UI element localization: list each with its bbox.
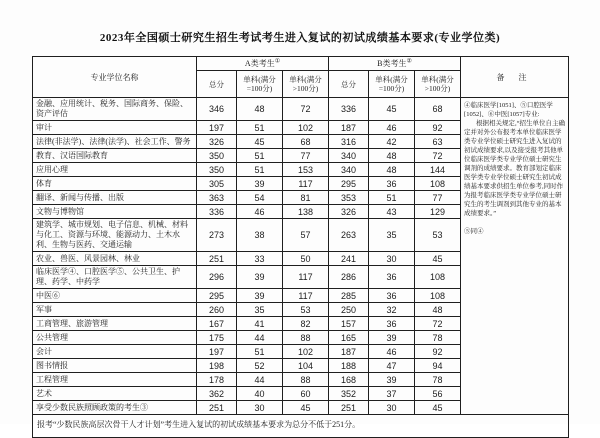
b-score-cell: 187 [329,345,369,359]
remark-paragraph: ⑤同④ [464,228,484,235]
a-score-cell: 273 [197,219,237,252]
header-remark: 备 注 [461,57,569,98]
degree-name-cell: 临床医学④、口腔医学⑤、公共卫生、护理、药学、中药学 [33,266,197,289]
b-score-cell: 353 [329,191,369,205]
b-score-cell: 42 [369,135,415,149]
footnote-mark-2: ② [406,58,412,65]
b-score-cell: 30 [369,401,415,415]
b-score-cell: 286 [329,266,369,289]
b-score-cell: 340 [329,163,369,177]
b-score-cell: 45 [415,252,461,266]
score-requirements-table [32,56,569,438]
a-score-cell: 51 [237,149,283,163]
degree-name-cell: 法律(非法学)、法律(法学)、社会工作、警务 [33,135,197,149]
degree-name-cell: 享受少数民族照顾政策的考生③ [33,401,197,415]
remark-paragraph: ④临床医学[1051]、⑤口腔医学[1052]、⑥中医[1057]专业: [464,102,553,118]
header-a-single-over100: 单科(满分 >100分) [283,71,329,98]
a-score-cell: 88 [283,331,329,345]
a-score-cell: 53 [283,303,329,317]
a-score-cell: 81 [283,191,329,205]
a-score-cell: 175 [197,331,237,345]
b-score-cell: 35 [369,219,415,252]
b-score-cell: 108 [415,177,461,191]
b-score-cell: 187 [329,121,369,135]
header-row-groups [33,57,569,71]
group-a-label: A类考生 [244,59,275,68]
a-score-cell: 102 [283,121,329,135]
b-score-cell: 46 [369,345,415,359]
a-score-cell: 38 [237,219,283,252]
b-score-cell: 51 [369,191,415,205]
b-score-cell: 45 [415,401,461,415]
a-score-cell: 350 [197,149,237,163]
a-score-cell: 39 [237,289,283,303]
a-score-cell: 88 [283,373,329,387]
a-score-cell: 260 [197,303,237,317]
b-score-cell: 72 [415,317,461,331]
table-row [33,98,569,121]
a-score-cell: 336 [197,205,237,219]
a-score-cell: 46 [237,205,283,219]
b-score-cell: 47 [369,359,415,373]
b-score-cell: 92 [415,345,461,359]
b-score-cell: 157 [329,317,369,331]
b-score-cell: 295 [329,177,369,191]
header-b-single-over100: 单科(满分 >100分) [415,71,461,98]
page-title: 2023年全国硕士研究生招生考试考生进入复试的初试成绩基本要求(专业学位类) [99,32,501,44]
a-score-cell: 45 [237,135,283,149]
minority-plan-footnote: 报考“少数民族高层次骨干人才计划”考生进入复试的初试成绩基本要求为总分不低于251分。 [33,415,569,438]
a-score-cell: 153 [283,163,329,177]
a-score-cell: 346 [197,98,237,121]
b-score-cell: 48 [369,149,415,163]
a-score-cell: 39 [237,266,283,289]
b-score-cell: 78 [415,373,461,387]
a-score-cell: 30 [237,401,283,415]
header-group-a [197,57,329,71]
a-score-cell: 39 [237,177,283,191]
b-score-cell: 48 [369,163,415,177]
a-score-cell: 68 [283,135,329,149]
header-group-b [329,57,461,71]
degree-name-cell: 应用心理 [33,163,197,177]
a-score-cell: 44 [237,373,283,387]
b-score-cell: 39 [369,373,415,387]
degree-name-cell: 艺术 [33,387,197,401]
a-score-cell: 33 [237,252,283,266]
header-b-total: 总分 [329,71,369,98]
b-score-cell: 78 [415,331,461,345]
b-score-cell: 92 [415,121,461,135]
a-score-cell: 102 [283,345,329,359]
degree-name-cell: 图书情报 [33,359,197,373]
footnote-row [33,415,569,438]
a-score-cell: 54 [237,191,283,205]
header-b-single-100: 单科(满分 =100分) [369,71,415,98]
b-score-cell: 36 [369,317,415,331]
degree-name-cell: 公共管理 [33,331,197,345]
footnote-mark-1: ① [274,58,281,65]
remark-cell [461,98,569,415]
a-score-cell: 362 [197,387,237,401]
group-b-label: B类考生 [377,59,407,68]
degree-name-cell: 金融、应用统计、税务、国际商务、保险、资产评估 [33,98,197,121]
a-score-cell: 60 [283,387,329,401]
b-score-cell: 72 [415,149,461,163]
b-score-cell: 108 [415,266,461,289]
b-score-cell: 108 [415,289,461,303]
a-score-cell: 51 [237,163,283,177]
a-score-cell: 117 [283,289,329,303]
a-score-cell: 35 [237,303,283,317]
b-score-cell: 43 [369,205,415,219]
b-score-cell: 263 [329,219,369,252]
b-score-cell: 77 [415,191,461,205]
b-score-cell: 165 [329,331,369,345]
a-score-cell: 138 [283,205,329,219]
a-score-cell: 51 [237,121,283,135]
a-score-cell: 117 [283,266,329,289]
degree-name-cell: 工商管理、旅游管理 [33,317,197,331]
a-score-cell: 363 [197,191,237,205]
degree-name-cell: 建筑学、城市规划、电子信息、机械、材料与化工、资源与环境、能源动力、土木水利、生物与医药、交通运输 [33,219,197,252]
a-score-cell: 48 [237,98,283,121]
b-score-cell: 45 [369,98,415,121]
a-score-cell: 72 [283,98,329,121]
b-score-cell: 37 [369,387,415,401]
a-score-cell: 197 [197,345,237,359]
b-score-cell: 250 [329,303,369,317]
b-score-cell: 68 [415,98,461,121]
degree-name-cell: 体育 [33,177,197,191]
b-score-cell: 168 [329,373,369,387]
a-score-cell: 44 [237,331,283,345]
a-score-cell: 52 [237,359,283,373]
a-score-cell: 57 [283,219,329,252]
a-score-cell: 251 [197,252,237,266]
b-score-cell: 352 [329,387,369,401]
b-score-cell: 316 [329,135,369,149]
b-score-cell: 241 [329,252,369,266]
b-score-cell: 36 [369,266,415,289]
a-score-cell: 197 [197,121,237,135]
a-score-cell: 51 [237,345,283,359]
b-score-cell: 36 [369,289,415,303]
a-score-cell: 251 [197,401,237,415]
a-score-cell: 295 [197,289,237,303]
a-score-cell: 167 [197,317,237,331]
b-score-cell: 32 [369,303,415,317]
b-score-cell: 188 [329,359,369,373]
header-a-single-100: 单科(满分 =100分) [237,71,283,98]
a-score-cell: 305 [197,177,237,191]
b-score-cell: 285 [329,289,369,303]
b-score-cell: 336 [329,98,369,121]
b-score-cell: 56 [415,387,461,401]
a-score-cell: 45 [283,401,329,415]
a-score-cell: 82 [283,317,329,331]
a-score-cell: 104 [283,359,329,373]
a-score-cell: 50 [283,252,329,266]
degree-name-cell: 农业、兽医、风景园林、林业 [33,252,197,266]
a-score-cell: 350 [197,163,237,177]
b-score-cell: 46 [369,121,415,135]
b-score-cell: 30 [369,252,415,266]
degree-name-cell: 会计 [33,345,197,359]
header-a-total: 总分 [197,71,237,98]
a-score-cell: 178 [197,373,237,387]
b-score-cell: 36 [369,177,415,191]
degree-name-cell: 工程管理 [33,373,197,387]
degree-name-cell: 军事 [33,303,197,317]
b-score-cell: 251 [329,401,369,415]
b-score-cell: 144 [415,163,461,177]
header-degree-name: 专业学位名称 [33,57,197,98]
degree-name-cell: 中医⑥ [33,289,197,303]
b-score-cell: 63 [415,135,461,149]
a-score-cell: 198 [197,359,237,373]
b-score-cell: 94 [415,359,461,373]
remark-paragraph: 根据相关规定,“招生单位自主确定并对外公布报考本单位临床医学类专业学位硕士研究生进入复试的初试成绩要求,以及接受报考其他单位临床医学类专业学位硕士研究生调剂的成绩要求。教育部划定临床医学类专业学位硕士研究生初试成绩基本要求供招生单位参考,同时作为报考临床医学类专业学位硕士研究生的考生调剂到其他专业的基本成绩要求。” [464,120,566,217]
a-score-cell: 77 [283,149,329,163]
degree-name-cell: 教育、汉语国际教育 [33,149,197,163]
a-score-cell: 41 [237,317,283,331]
b-score-cell: 326 [329,205,369,219]
b-score-cell: 340 [329,149,369,163]
b-score-cell: 39 [369,331,415,345]
a-score-cell: 40 [237,387,283,401]
a-score-cell: 326 [197,135,237,149]
degree-name-cell: 文物与博物馆 [33,205,197,219]
a-score-cell: 117 [283,177,329,191]
b-score-cell: 53 [415,219,461,252]
a-score-cell: 296 [197,266,237,289]
b-score-cell: 129 [415,205,461,219]
degree-name-cell: 翻译、新闻与传播、出版 [33,191,197,205]
b-score-cell: 48 [415,303,461,317]
degree-name-cell: 审计 [33,121,197,135]
